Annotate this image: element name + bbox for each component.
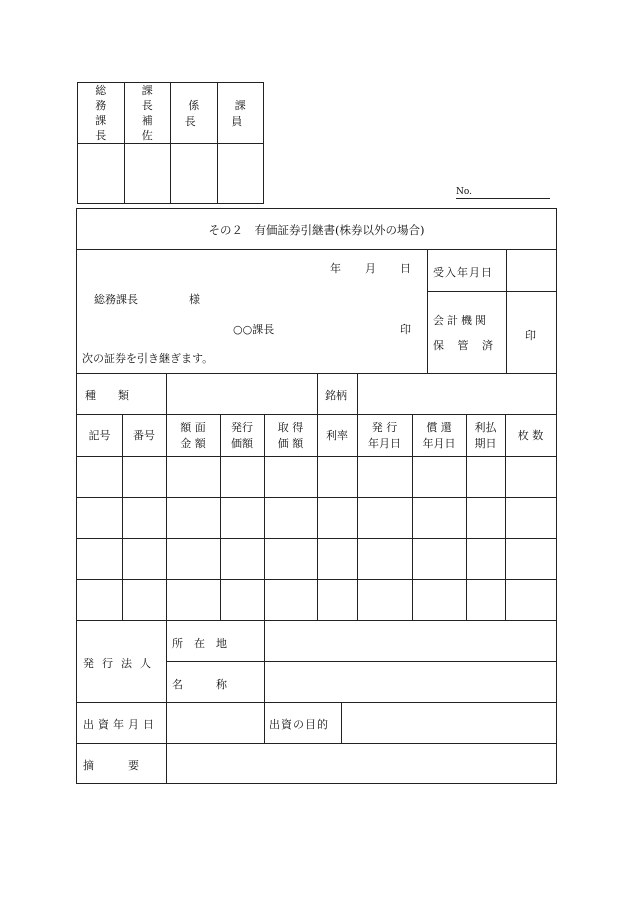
- kind-field[interactable]: [167, 374, 317, 414]
- summary-row: [77, 744, 556, 783]
- approval-stamp-table: [77, 82, 264, 204]
- stamp-header-staff: 課 員: [217, 83, 264, 144]
- issuer-block: [77, 621, 556, 703]
- form-title-row: [77, 209, 556, 250]
- agency-seal: 印: [525, 329, 536, 342]
- receipt-date-label: 受入年月日: [433, 266, 493, 279]
- col-header-face-value: 額 面 金 額: [180, 421, 206, 450]
- stamp-box[interactable]: [217, 144, 264, 204]
- col-header-issue-price: 発行 価額: [231, 421, 253, 450]
- form-title: その２ 有価証券引継書(株券以外の場合): [208, 223, 425, 237]
- col-header-number: 番号: [133, 429, 155, 442]
- agency-label-1: 会計機関: [433, 314, 489, 327]
- col-header-symbol: 記号: [88, 429, 111, 442]
- col-header-redemption-date: 償 還 年月日: [422, 421, 456, 450]
- col-header-acquisition-price: 取 得 価 額: [277, 421, 304, 450]
- issuer-label: 発行法人: [83, 657, 159, 670]
- stamp-box[interactable]: [124, 144, 171, 204]
- agency-label-2: 保 管 済: [433, 339, 498, 352]
- number-label: No.: [456, 187, 472, 197]
- summary-label: 摘 要: [83, 759, 143, 772]
- stamp-box[interactable]: [78, 144, 125, 204]
- transfer-message: 次の証券を引き継ぎます。: [82, 352, 214, 365]
- stamp-header-general-affairs-manager: 総 務 課 長: [78, 83, 125, 144]
- name-label: 名 称: [172, 678, 227, 691]
- addressee: 総務課長: [94, 293, 138, 306]
- location-label: 所 在 地: [172, 637, 227, 650]
- kind-row: [77, 374, 556, 415]
- col-header-count: 枚 数: [517, 429, 544, 442]
- stamp-header-chief: 係 長: [171, 83, 218, 144]
- number-field[interactable]: [456, 186, 550, 199]
- investment-purpose-label: 出資の目的: [269, 718, 329, 731]
- kind-label: 種 類: [85, 389, 129, 402]
- stamp-header-deputy-manager: 課 長 補 佐: [124, 83, 171, 144]
- investment-date-field[interactable]: [167, 703, 264, 743]
- summary-field[interactable]: [167, 744, 556, 783]
- receipt-date-field[interactable]: [507, 250, 556, 291]
- table-row[interactable]: [77, 580, 556, 621]
- securities-transfer-form: [76, 208, 557, 784]
- investment-row: [77, 703, 556, 744]
- date-day: 日: [400, 262, 411, 275]
- location-field[interactable]: [265, 621, 556, 661]
- table-row[interactable]: [77, 457, 556, 498]
- brand-field[interactable]: [358, 374, 556, 414]
- stamp-box[interactable]: [171, 144, 218, 204]
- table-row[interactable]: [77, 498, 556, 539]
- honorific: 様: [189, 293, 200, 306]
- date-year: 年: [330, 262, 341, 275]
- table-row[interactable]: [77, 539, 556, 580]
- sender: ○○課長: [233, 323, 275, 336]
- name-field[interactable]: [265, 662, 556, 702]
- col-header-interest-payment-date: 利払 期日: [474, 421, 497, 450]
- col-header-interest-rate: 利率: [326, 429, 348, 442]
- columns-header-row: [77, 415, 556, 457]
- date-month: 月: [365, 262, 376, 275]
- investment-purpose-field[interactable]: [342, 703, 556, 743]
- brand-label: 銘柄: [325, 389, 347, 402]
- header-block: [77, 250, 556, 374]
- investment-date-label: 出資年月日: [83, 718, 158, 731]
- col-header-issue-date: 発 行 年月日: [368, 421, 401, 450]
- sender-seal: 印: [400, 323, 411, 336]
